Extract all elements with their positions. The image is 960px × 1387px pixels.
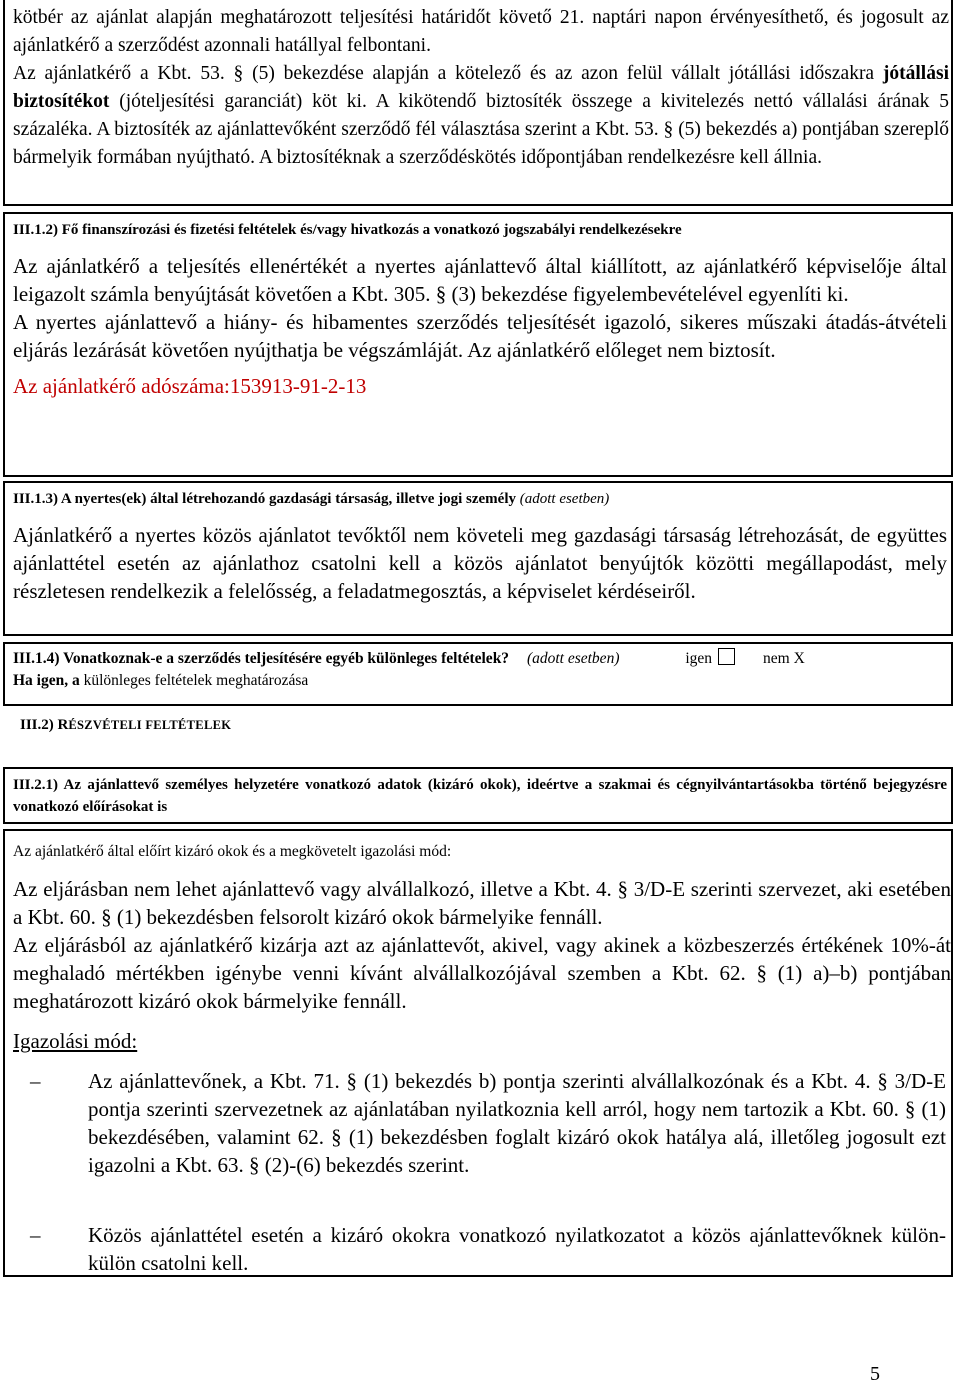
list-item: – Közös ajánlattétel esetén a kizáró okokra vonatkozó nyilatkozatot a közös ajánlattevőknek külön-külön csatolni kell. [30,1223,946,1275]
exclusion-intro: Az ajánlatkérő által előírt kizáró okok és a megkövetelt igazolási mód: [13,843,452,860]
penalty-paragraph: kötbér az ajánlat alapján meghatározott teljesítési határidőt követő 21. naptári napon érvényesíthető, és jogosult az ajánlatkérő a szerződést azonnali hatállyal felbontani. [13,7,949,56]
proof-method-label: Igazolási mód: [13,1029,138,1053]
financing-heading: III.1.2) Fő finanszírozási és fizetési feltételek és/vagy hivatkozás a vonatkozó jogszabályi rendelkezésekre [13,222,682,238]
exclusion-heading-box [3,767,953,824]
final-invoice-paragraph: A nyertes ajánlattevő a hiány- és hibamentes szerződés teljesítését igazoló, sikeres műszaki átadás-átvételi eljárás lezárását követően nyújthatja be végszámláját. Az ajánlatkérő előleget nem biztosít. [13,310,947,362]
special-conditions-heading: III.1.4) Vonatkoznak-e a szerződés teljesítésére egyéb különleges feltételek? (adott esetben) igen nem X [13,650,805,667]
dash-bullet: – [30,1223,41,1247]
section-heading: III.2) RÉSZVÉTELI FELTÉTELEK [20,717,232,733]
guarantee-block [3,0,953,206]
exclusion-paragraph-2: Az eljárásból az ajánlatkérő kizárja azt az ajánlattevőt, akivel, vagy akinek a közbeszerzés értékének 10%-át meghaladó mértékben igénybe venni kívánt alvállalkozójával szemben a Kbt. 62. § (1) a)–b) pontjában meghatározott kizáró okok bármelyike fennáll. [13,933,951,1013]
list-item: – Az ajánlattevőnek, a Kbt. 71. § (1) bekezdés b) pontja szerinti alvállalkozónak és a Kbt. 4. § 3/D-E pontja szerinti szervezetnek az ajánlatában nyilatkoznia kell arról, hogy nem tartozik a Kbt. 60. § (1) bekezdésében, valamint 62. § (1) bekezdésben foglalt kizáró okok hatálya alá, illetőleg jogosult ezt igazolni a Kbt. 63. § (2)-(6) bekezdés szerint. [30,1069,946,1177]
page-number: 5 [870,1363,880,1385]
exclusion-heading: III.2.1) Az ajánlattevő személyes helyzetére vonatkozó adatok (kizáró okok), ideértve a szakmai és cégnyilvántartásokba történő bejegyzésre vonatkozó előírásokat is [13,777,947,815]
yes-checkbox[interactable] [718,648,735,665]
exclusion-body-box [3,829,953,1277]
company-block [3,481,953,636]
payment-paragraph: Az ajánlatkérő a teljesítés ellenértékét a nyertes ajánlattevő által kiállított, az ajánlatkérő képviselője által leigazolt számla benyújtását követően a Kbt. 305. § (3) bekezdése figyelembevételével egyenlíti ki. [13,254,947,306]
exclusion-paragraph-1: Az eljárásban nem lehet ajánlattevő vagy alvállalkozó, illetve a Kbt. 4. § 3/D-E szerinti szervezet, aki esetében a Kbt. 60. § (1) bekezdésben felsorolt kizáró okok bármelyike fennáll. [13,877,951,929]
financing-block [3,212,953,477]
company-heading: III.1.3) A nyertes(ek) által létrehozandó gazdasági társaság, illetve jogi személy (adott esetben) [13,491,610,507]
dash-bullet: – [30,1069,41,1093]
warranty-paragraph: Az ajánlatkérő a Kbt. 53. § (5) bekezdése alapján a kötelező és az azon felül vállalt jótállási időszakra jótállási biztosítékot (jóteljesítési garanciát) köt ki. A kikötendő biztosíték összege a kivitelezés nettó vállalási árának 5 százaléka. A biztosíték az ajánlattevőként szerződő fél választása szerint a Kbt. 53. § (5) bekezdés a) pontjában szereplő bármelyik formában nyújtható. A biztosítéknak a szerződéskötés időpontjában rendelkezésre kell állnia. [13,63,949,168]
special-conditions-subheading: Ha igen, a különleges feltételek meghatározása [13,672,309,689]
tax-id: Az ajánlatkérő adószáma:153913-91-2-13 [13,374,367,398]
company-paragraph: Ajánlatkérő a nyertes közös ajánlatot tevőktől nem követeli meg gazdasági társaság létrehozását, de együttes ajánlattétel esetén az ajánlathoz csatolni kell a közös ajánlatot benyújtók közötti megállapodást, mely részletesen rendelkezik a felelősség, a feladatmegosztás, a képviselet kérdéseiről. [13,523,947,603]
special-conditions-block [3,642,953,706]
